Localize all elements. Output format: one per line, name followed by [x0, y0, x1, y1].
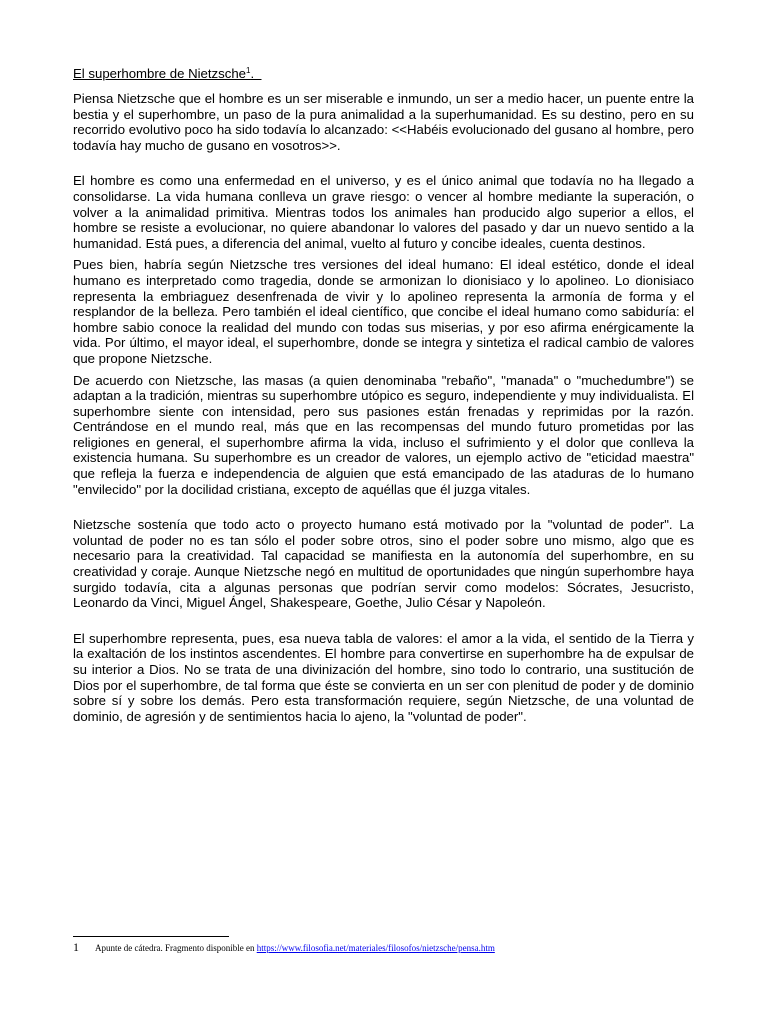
footnote-separator — [73, 936, 229, 937]
footnote-ref[interactable]: 1 — [246, 66, 251, 75]
footnote — [73, 941, 713, 954]
paragraph-6: El superhombre representa, pues, esa nueva tabla de valores: el amor a la vida, el sentido de la Tierra y la exaltación de los instintos ascendentes. El hombre para convertirse en superhombre ha de expulsar de su interior a Dios. No se trata de una divinización del hombre, sino todo lo contrario, una sustitución de Dios por el superhombre, de tal forma que éste se convierta en un ser con plenitud de poder y de dominio sobre sí y sobre los demás. Pero esta transformación requiere, según Nietzsche, de una voluntad de dominio, de agresión y de sentimientos hacia lo ajeno, la "voluntad de poder". — [73, 630, 694, 724]
title-trail: . — [250, 66, 262, 81]
paragraph-5: Nietzsche sostenía que todo acto o proyecto humano está motivado por la "voluntad de poder". La voluntad de poder no es tan sólo el poder sobre otros, sino el poder sobre uno mismo, algo que es necesario para la creatividad. Tal capacidad se manifiesta en la autonomía del superhombre, en su creatividad y coraje. Aunque Nietzsche negó en multitud de oportunidades que ningún superhombre haya surgido todavía, cita a algunas personas que podrían servir como modelos: Sócrates, Jesucristo, Leonardo da Vinci, Miguel Ángel, Shakespeare, Goethe, Julio César y Napoleón. — [73, 517, 694, 611]
paragraph-2: El hombre es como una enfermedad en el universo, y es el único animal que todavía no ha llegado a consolidarse. La vida humana conlleva un grave riesgo: o vencer al hombre mediante la superación, o volver a la animalidad primitiva. Mientras todos los animales han producido algo superior a ellos, el hombre se resiste a evolucionar, no quiere abandonar lo valores del pasado y dar un nuevo sentido a la humanidad. Está pues, a diferencia del animal, vuelto al futuro y concibe ideales, cuenta destinos. — [73, 173, 694, 251]
footnote-text: Apunte de cátedra. Fragmento disponible en — [95, 943, 257, 953]
paragraph-1: Piensa Nietzsche que el hombre es un ser miserable e inmundo, un ser a medio hacer, un puente entre la bestia y el superhombre, un paso de la pura animalidad a la superhumanidad. Es su destino, pero en su recorrido evolutivo poco ha sido todavía lo alcanzado: <<Habéis evolucionado del gusano al hombre, pero todavía hay mucho de gusano en vosotros>>. — [73, 91, 694, 153]
paragraph-3: Pues bien, habría según Nietzsche tres versiones del ideal humano: El ideal estético, donde el ideal humano es interpretado como tragedia, donde se armonizan lo dionisiaco y lo apolineo. Lo dionisiaco representa la embriaguez desenfrenada de vivir y lo apolineo representa la armonía de forma y el resplandor de la belleza. Pero también el ideal científico, que concibe el ideal humano como sabiduría: el hombre sabio conoce la realidad del mundo con todas sus miserias, y por eso afirma enérgicamente la vida. Por último, el mayor ideal, el superhombre, donde se integra y sintetiza el radical cambio de valores que propone Nietzsche. — [73, 257, 694, 366]
title-text: El superhombre de Nietzsche — [73, 66, 246, 81]
document-body — [73, 66, 694, 724]
paragraph-4: De acuerdo con Nietzsche, las masas (a quien denominaba "rebaño", "manada" o "muchedumbre") se adaptan a la tradición, mientras su superhombre utópico es seguro, independiente y muy individualista. El superhombre siente con intensidad, pero sus pasiones están frenadas y reprimidas por la razón. Centrándose en el mundo real, más que en las recompensas del mundo futuro prometidas por las religiones en general, el superhombre afirma la vida, incluso el sufrimiento y el dolor que conlleva la existencia humana. Su superhombre es un creador de valores, un ejemplo activo de "eticidad maestra" que refleja la fuerza e independencia de alguien que está emancipado de las ataduras de lo humano "envilecido" por la docilidad cristiana, excepto de aquéllas que él juzga vitales. — [73, 372, 694, 497]
footnote-number: 1 — [73, 940, 79, 954]
document-title — [73, 66, 694, 82]
footnote-link[interactable]: https://www.filosofia.net/materiales/filosofos/nietzsche/pensa.htm — [256, 943, 495, 953]
